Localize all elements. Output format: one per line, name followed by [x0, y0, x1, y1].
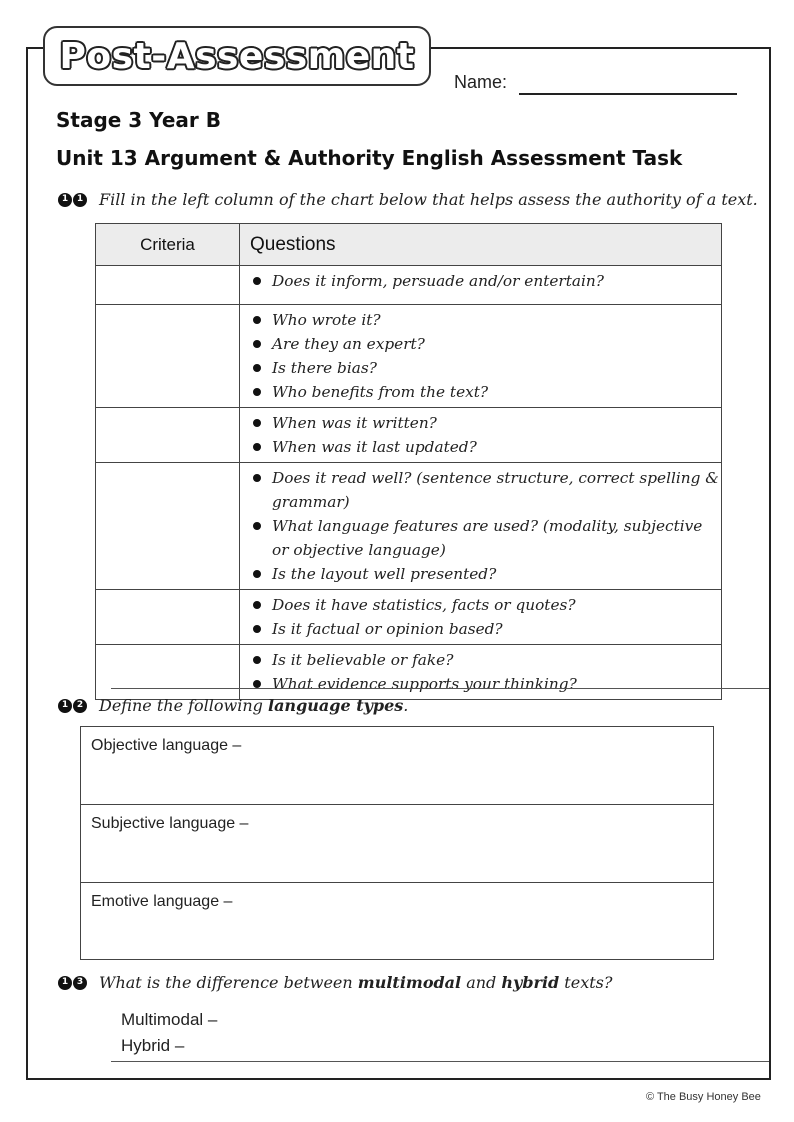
criteria-cell[interactable]	[96, 305, 240, 408]
question-1-number	[58, 193, 87, 207]
criteria-header: Criteria	[96, 224, 240, 266]
question-1	[58, 190, 758, 209]
questions-cell	[240, 590, 722, 645]
question-3	[58, 973, 612, 992]
q3-bold-multimodal: multimodal	[357, 973, 462, 992]
q2-text-before: Define the following	[99, 696, 268, 715]
q3-bold-hybrid: hybrid	[501, 973, 560, 992]
criteria-cell[interactable]	[96, 590, 240, 645]
list-item: Is the layout well presented?	[250, 562, 721, 586]
hybrid-answer-field[interactable]: Hybrid –	[121, 1036, 185, 1055]
section-divider	[111, 1061, 769, 1062]
list-item: What language features are used? (modality, subjective or objective language)	[250, 514, 721, 562]
questions-cell	[240, 408, 722, 463]
table-row	[96, 266, 722, 305]
list-item: Does it have statistics, facts or quotes?	[250, 593, 721, 617]
list-item: Who benefits from the text?	[250, 380, 721, 404]
q2-text-bold: language types	[267, 696, 404, 715]
q2-text-after: .	[403, 696, 409, 715]
question-2	[58, 696, 408, 715]
list-item: When was it written?	[250, 411, 721, 435]
list-item: Does it read well? (sentence structure, correct spelling & grammar)	[250, 466, 721, 514]
list-item: When was it last updated?	[250, 435, 721, 459]
question-number-dot: 1	[73, 193, 87, 207]
list-item: Are they an expert?	[250, 332, 721, 356]
question-number-dot: 1	[58, 699, 72, 713]
copyright-footer: © The Busy Honey Bee	[646, 1091, 761, 1103]
list-item: Is it factual or opinion based?	[250, 617, 721, 641]
criteria-cell[interactable]	[96, 463, 240, 590]
page-title: Post-Assessment	[59, 35, 415, 77]
list-item: Is there bias?	[250, 356, 721, 380]
question-number-dot: 2	[73, 699, 87, 713]
questions-cell	[240, 645, 722, 700]
table-row	[96, 463, 722, 590]
list-item: What evidence supports your thinking?	[250, 672, 721, 696]
question-3-text	[99, 973, 612, 992]
title-tab	[43, 26, 431, 86]
table-row	[96, 645, 722, 700]
questions-cell	[240, 266, 722, 305]
multimodal-answer-field[interactable]: Multimodal –	[121, 1010, 218, 1029]
question-number-dot: 1	[58, 193, 72, 207]
question-number-dot: 3	[73, 976, 87, 990]
name-field[interactable]	[519, 93, 737, 95]
list-item: Does it inform, persuade and/or entertain?	[250, 269, 721, 293]
definitions-box	[80, 726, 714, 960]
table-row	[96, 305, 722, 408]
table-row	[96, 590, 722, 645]
criteria-cell[interactable]	[96, 408, 240, 463]
section-divider	[111, 688, 769, 689]
list-item: Who wrote it?	[250, 308, 721, 332]
stage-heading: Stage 3 Year B	[56, 108, 221, 132]
question-1-text: Fill in the left column of the chart below that helps assess the authority of a text.	[99, 190, 758, 209]
emotive-language-field[interactable]: Emotive language –	[91, 893, 233, 910]
objective-language-field[interactable]: Objective language –	[81, 727, 713, 805]
questions-cell	[240, 305, 722, 408]
questions-cell	[240, 463, 722, 590]
list-item: Is it believable or fake?	[250, 648, 721, 672]
authority-chart	[95, 223, 722, 700]
questions-header: Questions	[240, 224, 722, 266]
question-3-number	[58, 976, 87, 990]
criteria-cell[interactable]	[96, 266, 240, 305]
subjective-language-field[interactable]: Subjective language –	[81, 805, 713, 883]
question-2-text	[99, 696, 408, 715]
criteria-cell[interactable]	[96, 645, 240, 700]
q3-text-2: and	[461, 973, 502, 992]
table-row	[96, 408, 722, 463]
q3-text-3: texts?	[559, 973, 613, 992]
q3-text-1: What is the difference between	[99, 973, 358, 992]
question-number-dot: 1	[58, 976, 72, 990]
name-label: Name:	[454, 72, 508, 92]
question-2-number	[58, 699, 87, 713]
unit-heading: Unit 13 Argument & Authority English Assessment Task	[56, 146, 683, 170]
